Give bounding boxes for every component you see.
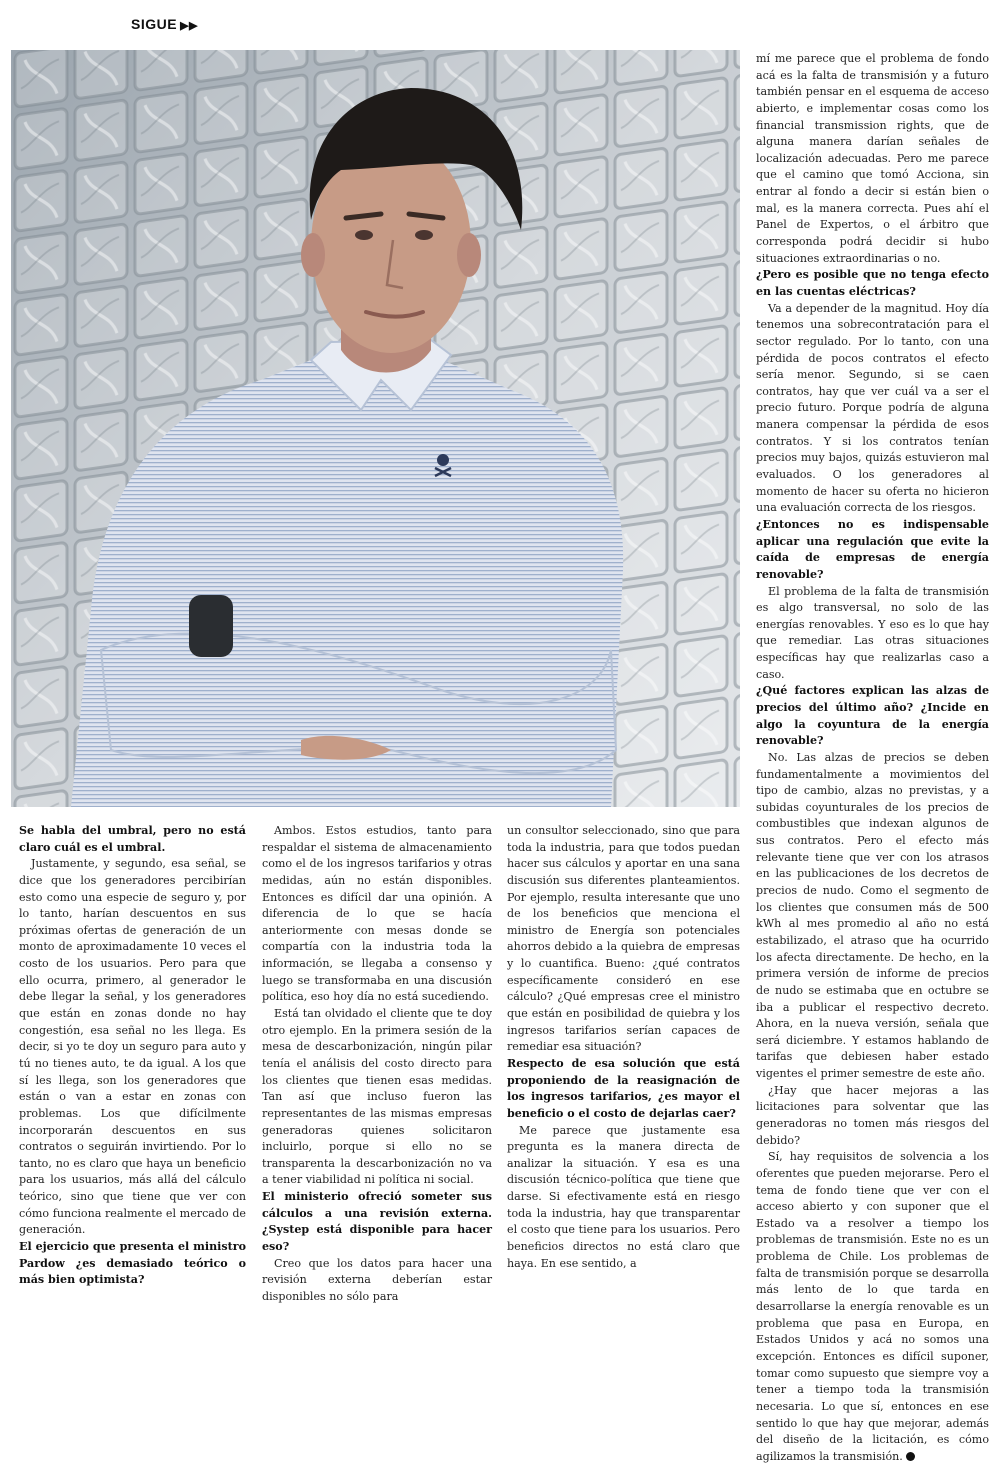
answer-paragraph: Está tan olvidado el cliente que te doy otro ejemplo. En la primera sesión de la mesa de descarbonización, ningún pilar tenía el análisis del costo directo para los clientes que tienen esas medidas. Tan así que incluso fueron las representantes de las mismas empresas generadoras quienes solicitaron incluirlo, porque si ello no se transparenta la descarbonización no va a tener viabilidad ni política ni social. [262, 1007, 492, 1187]
continue-label: SIGUE [131, 16, 178, 32]
portrait-illustration [11, 50, 740, 807]
answer-paragraph: mí me parece que el problema de fondo acá es la falta de transmisión y a futuro también pensar en el esquema de acceso abierto, e implementar cosas como los financial transmission rights, que de alguna manera darían señales de localización adecuadas. Pero me parece que el camino que tomó Acciona, sin entrar al fondo a decir si están bien o mal, es la manera correcta. Pues ahí el Panel de Expertos, o el árbitro que corresponda podrá decidir si hubo situaciones extraordinarias o no. [756, 52, 989, 265]
answer-paragraph [756, 1149, 989, 1465]
answer-paragraph: El problema de la falta de transmisión es algo transversal, no solo de las energías renovables. Y eso es lo que hay que remediar. Las otras situaciones específicas hay que realizarlas caso a caso. [756, 584, 989, 681]
question-paragraph: Respecto de esa solución que está proponiendo de la reasignación de los ingresos tarifarios, ¿es mayor el beneficio o el costo de dejarlas caer? [507, 1056, 740, 1120]
question-paragraph: ¿Pero es posible que no tenga efecto en las cuentas eléctricas? [756, 268, 989, 298]
final-answer-text: Sí, hay requisitos de solvencia a los oferentes que pueden mejorarse. Pero el tema de fondo tiene que ver con el acceso abierto y con suponer que el Estado va a resolver a tiempo los problemas de transmisión. Este no es un problema de Chile. Los problemas de falta de transmisión porque se desarrolla más lento de lo que tarda en desarrollarse la energía renovable es un problema que pasa en Europa, en Estados Unidos y acá no somos una excepción. Entonces es difícil suponer, tomar como supuesto que siempre voy a tener a tiempo toda la transmisión necesaria. Lo que sí, entonces en ese sentido lo que hay que mejorar, además del diseño de la licitación, es cómo agilizamos la transmisión. [756, 1150, 989, 1463]
question-paragraph: ¿Hay que hacer mejoras a las licitaciones para solventar que las generadoras no tomen más riesgos del debido? [756, 1083, 989, 1147]
answer-paragraph: No. Las alzas de precios se deben fundamentalmente a movimientos del tipo de cambio, alzas no previstas, y a subidas coyunturales de los precios de combustibles que indexan algunos de sus contratos. Pero el efecto más relevante tiene que ver con los atrasos en las publicaciones de los decretos de precios de nudo. Como el segmento de los clientes que consumen más de 500 kWh al mes promedio al año no está estabilizado, el atraso que ha ocurrido los afecta directamente. De hecho, en la primera versión de informe de precios de nudo se estimaba que en octubre se iba a publicar el respectivo decreto. Ahora, en la nueva versión, señala que será diciembre. Y estamos hablando de tarifas que debiesen haber estado vigentes el primer semestre de este año. [756, 750, 989, 1081]
continue-marker [131, 16, 198, 32]
question-paragraph: El ministerio ofreció someter sus cálculos a una revisión externa. ¿Systep está disponible para hacer eso? [262, 1190, 492, 1254]
question-paragraph: Se habla del umbral, pero no está claro cuál es el umbral. [19, 824, 246, 854]
answer-paragraph: Justamente, y segundo, esa señal, se dice que los generadores percibirían esto como una especie de seguro y, por lo tanto, harían descuentos en sus próximas ofertas de generación de un monto de aproximadamente 10 veces el costo de los usuarios. Pero para que ello ocurra, primero, al generador le debe llegar la señal, y los generadores que están en zonas donde no hay congestión, esa señal no les llega. Es decir, si yo te doy un seguro para auto y tú no tienes auto, te da igual. A los que sí les llega, son los generadores que están o van a estar en zonas con problemas. Los que difícilmente incorporarán descuentos en sus contratos o seguirán invirtiendo. Por lo tanto, no es claro que haya un beneficio para los usuarios, más allá del cálculo teórico, sino que tiene que ver con cómo funciona realmente el mercado de generación. [19, 857, 246, 1237]
question-paragraph: ¿Entonces no es indispensable aplicar una regulación que evite la caída de empresas de energía renovable? [756, 517, 989, 581]
article-column-2 [262, 823, 492, 1306]
continue-arrows-icon: ▶▶ [180, 20, 198, 32]
article-column-1 [19, 823, 246, 1289]
end-of-article-icon [906, 1452, 915, 1461]
answer-paragraph: Va a depender de la magnitud. Hoy día tenemos una sobrecontratación para el sector regulado. Por lo tanto, con una pérdida de pocos contratos el efecto sería menor. Segundo, si se caen contratos, hay que ver cuál va a ser el precio futuro. Porque podría de alguna manera compensar la pérdida de esos contratos. Y si los contratos tenían precios muy bajos, quizás estuvieron mal evaluados. O los generadores al momento de hacer su oferta no hicieron una evaluación correcta de los riesgos. [756, 301, 989, 515]
question-paragraph: El ejercicio que presenta el ministro Pardow ¿es demasiado teórico o más bien optimista? [19, 1240, 246, 1287]
article-column-4 [756, 51, 989, 1465]
answer-paragraph: Me parece que justamente esa pregunta es la manera directa de analizar la situación. Y esa es una discusión técnico-política que tiene que darse. Si efectivamente está en riesgo toda la industria, hay que transparentar el costo que tiene para los usuarios. Pero beneficios directos no está claro que haya. En ese sentido, a [507, 1123, 740, 1270]
article-column-3 [507, 823, 740, 1272]
wristwatch [189, 595, 233, 657]
portrait-photo [11, 50, 740, 807]
answer-paragraph: Ambos. Estos estudios, tanto para respaldar el sistema de almacenamiento como el de los ingresos tarifarios y otras medidas, aún no están disponibles. Entonces es difícil dar una opinión. A diferencia de lo que se hacía anteriormente con mesas donde se compartía con la industria toda la información, se llegaba a consenso y luego se transformaba en una discusión política, eso hoy día no está sucediendo. [262, 824, 492, 1004]
answer-paragraph: un consultor seleccionado, sino que para toda la industria, para que todos puedan hacer sus cálculos y aportar en una sana discusión sus diferentes planteamientos. Por ejemplo, resulta interesante que uno de los beneficios que menciona el ministro de Energía son potenciales ahorros debido a la quiebra de empresas y lo cuantifica. Bueno: ¿qué contratos específicamente consideró en ese cálculo? ¿Qué empresas cree el ministro que están en posibilidad de quiebra y los ingresos tarifarios serían capaces de remediar esa situación? [507, 824, 740, 1054]
answer-paragraph: Creo que los datos para hacer una revisión externa deberían estar disponibles no sólo para [262, 1256, 492, 1303]
question-paragraph: ¿Qué factores explican las alzas de precios del último año? ¿Incide en algo la coyuntura de la energía renovable? [756, 684, 989, 748]
